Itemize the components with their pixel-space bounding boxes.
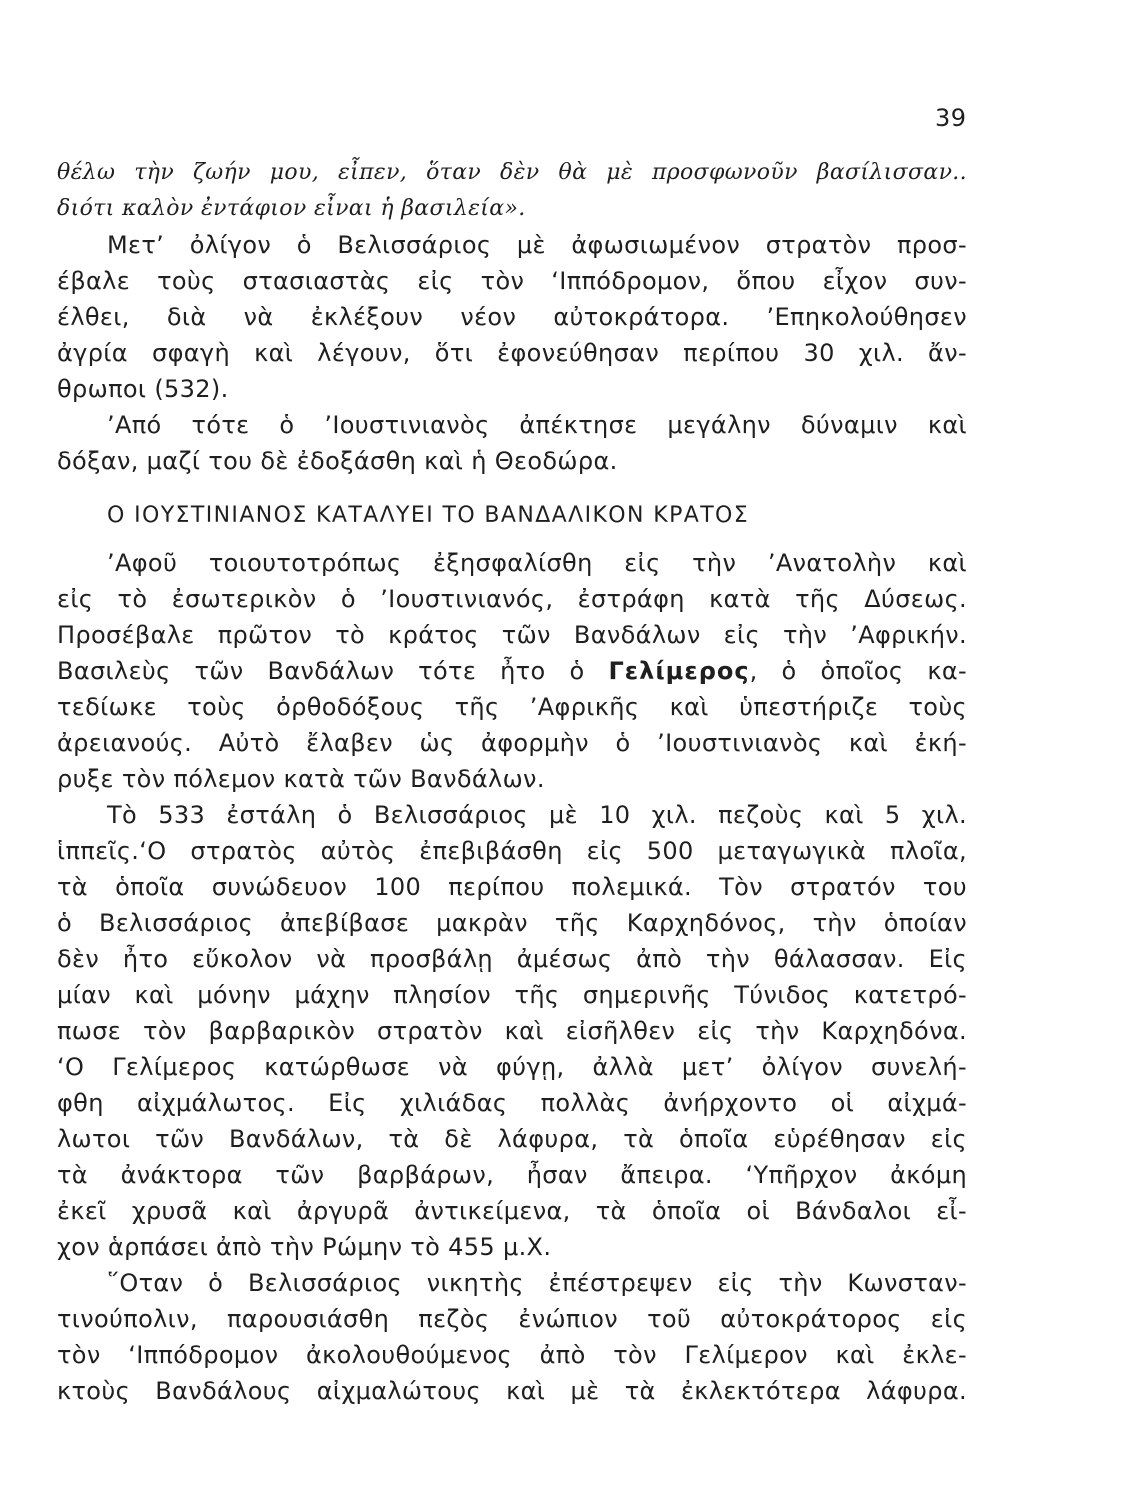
paragraph-first-line: ’Αφοῦ τοιουτοτρόπως ἐξησφαλίσθη εἰς τὴν ’Ανατολὴν καὶ <box>107 549 967 577</box>
text-line <box>57 653 967 689</box>
text-line: τὰ ἀνάκτορα τῶν βαρβάρων, ἦσαν ἄπειρα. ‘Υπῆρχον ἀκόμη <box>57 1161 967 1189</box>
text-line: θέλω τὴν ζωήν μου, εἶπεν, ὅταν δὲν θὰ μὲ προσφωνοῦν βασίλισσαν.. <box>57 160 967 185</box>
text-line: δὲν ἦτο εὔκολον νὰ προσβάλῃ ἀμέσως ἀπὸ τὴν θάλασσαν. Εἰς <box>57 945 967 973</box>
page-body <box>57 155 967 1409</box>
text-line: εἰς τὸ ἐσωτερικὸν ὁ ’Ιουστινιανός, ἐστράφη κατὰ τῆς Δύσεως. <box>57 585 967 613</box>
emphasized-name: Γελίμερος <box>608 657 750 685</box>
text-line: μίαν καὶ μόνην μάχην πλησίον τῆς σημερινῆς Τύνιδος κατετρό- <box>57 981 967 1009</box>
text-line: δόξαν, μαζί του δὲ ἐδοξάσθη καὶ ἡ Θεοδώρα. <box>57 447 618 475</box>
text-line: κτοὺς Βανδάλους αἰχμαλώτους καὶ μὲ τὰ ἐκλεκτότερα λάφυρα. <box>57 1377 967 1405</box>
text-line: έβαλε τοὺς στασιαστὰς εἰς τὸν ‘Ιππόδρομον, ὅπου εἶχον συν- <box>57 267 967 295</box>
paragraph-first-line: Μετ’ ὀλίγον ὁ Βελισσάριος μὲ ἀφωσιωμένον στρατὸν προσ- <box>107 231 967 259</box>
paragraph-first-line: ’Από τότε ὁ ’Ιουστινιανὸς ἀπέκτησε μεγάλην δύναμιν καὶ <box>107 411 967 439</box>
text-line: χον ἁρπάσει ἀπὸ τὴν Ρώμην τὸ 455 μ.Χ. <box>57 1233 552 1261</box>
paragraph-first-line: Τὸ 533 ἐστάλη ὁ Βελισσάριος μὲ 10 χιλ. πεζοὺς καὶ 5 χιλ. <box>107 801 967 829</box>
page-number: 39 <box>935 104 967 132</box>
text-line: ἐκεῖ χρυσᾶ καὶ ἀργυρᾶ ἀντικείμενα, τὰ ὁποῖα οἱ Βάνδαλοι εἶ- <box>57 1197 967 1225</box>
text-line: τὸν ‘Ιππόδρομον ἀκολουθούμενος ἀπὸ τὸν Γελίμερον καὶ ἐκλε- <box>57 1341 967 1369</box>
text-line: πωσε τὸν βαρβαρικὸν στρατὸν καὶ εἰσῆλθεν εἰς τὴν Καρχηδόνα. <box>57 1017 967 1045</box>
text-line: έλθει, διὰ νὰ ἐκλέξουν νέον αὐτοκράτορα. ’Επηκολούθησεν <box>57 303 967 331</box>
text-segment: , ὁ ὁποῖος κα- <box>749 657 967 685</box>
text-line: ρυξε τὸν πόλεμον κατὰ τῶν Βανδάλων. <box>57 765 545 793</box>
text-line: ἱππεῖς.‘Ο στρατὸς αὐτὸς ἐπεβιβάσθη εἰς 500 μεταγωγικὰ πλοῖα, <box>57 837 967 865</box>
text-line: ‘Ο Γελίμερος κατώρθωσε νὰ φύγῃ, ἀλλὰ μετ’ ὀλίγον συνελή- <box>57 1053 967 1081</box>
paragraph-first-line: ῞Οταν ὁ Βελισσάριος νικητὴς ἐπέστρεψεν εἰς τὴν Κωνσταν- <box>107 1269 967 1297</box>
text-segment: Βασιλεὺς τῶν Βανδάλων τότε ἦτο ὁ <box>57 657 609 685</box>
text-line: ὁ Βελισσάριος ἀπεβίβασε μακρὰν τῆς Καρχηδόνος, τὴν ὁποίαν <box>57 909 967 937</box>
section-heading: Ο ΙΟΥΣΤΙΝΙΑΝΟΣ ΚΑΤΑΛΥΕΙ ΤΟ ΒΑΝΔΑΛΙΚΟΝ ΚΡΑΤΟΣ <box>107 503 750 528</box>
text-line: λωτοι τῶν Βανδάλων, τὰ δὲ λάφυρα, τὰ ὁποῖα εὑρέθησαν εἰς <box>57 1125 967 1153</box>
text-line: θρωποι (532). <box>57 375 229 403</box>
text-line: ἀρειανούς. Αὐτὸ ἔλαβεν ὡς ἀφορμὴν ὁ ’Ιουστινιανὸς καὶ ἐκή- <box>57 729 967 757</box>
text-line: διότι καλὸν ἐντάφιον εἶναι ἡ βασιλεία». <box>57 196 526 221</box>
text-line: ἀγρία σφαγὴ καὶ λέγουν, ὅτι ἐφονεύθησαν περίπου 30 χιλ. ἄν- <box>57 339 967 367</box>
text-line: τινούπολιν, παρουσιάσθη πεζὸς ἐνώπιον τοῦ αὐτοκράτορος εἰς <box>57 1305 967 1333</box>
text-line: Προσέβαλε πρῶτον τὸ κράτος τῶν Βανδάλων εἰς τὴν ’Αφρικήν. <box>57 621 967 649</box>
text-line: φθη αἰχμάλωτος. Εἰς χιλιάδας πολλὰς ἀνήρχοντο οἱ αἰχμά- <box>57 1089 967 1117</box>
text-line: τεδίωκε τοὺς ὀρθοδόξους τῆς ’Αφρικῆς καὶ ὑπεστήριζε τοὺς <box>57 693 967 721</box>
text-line: τὰ ὁποῖα συνώδευον 100 περίπου πολεμικά. Τὸν στρατόν του <box>57 873 967 901</box>
